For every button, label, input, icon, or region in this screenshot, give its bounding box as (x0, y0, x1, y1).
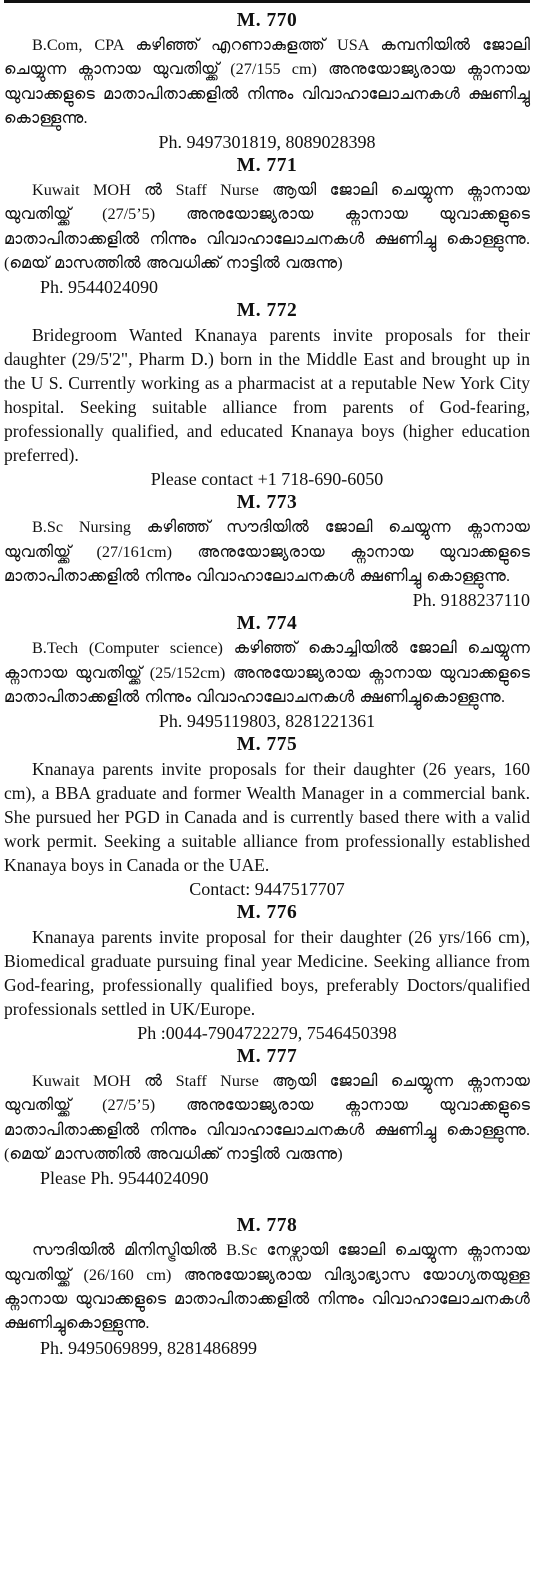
ad-m770 (4, 9, 530, 154)
ad-text: B.Tech (Computer science) കഴിഞ്ഞ് കൊച്ചിയിൽ ജോലി ചെയ്യുന്ന ക്നാനായ യുവതിയ്ക്ക് (25/152cm) അനുയോജ്യരായ ക്നാനായ യുവാക്കളുടെ മാതാപിതാക്കളിൽ നിന്നും വിവാഹാലോചനകൾ ക്ഷണിച്ചുകൊള്ളുന്നു. (4, 639, 530, 706)
ad-contact: Ph. 9495119803, 8281221361 (158, 711, 376, 732)
ad-number: M. 778 (236, 1215, 298, 1237)
ad-contact: Ph. 9495069899, 8281486899 (40, 1337, 258, 1358)
ad-text: Kuwait MOH ൽ Staff Nurse ആയി ജോലി ചെയ്യുന്ന ക്നാനായ യുവതിയ്ക്ക് (27/5’5) അനുയോജ്യരായ ക്നാനായ യുവാക്കളുടെ മാതാപിതാക്കളിൽ നിന്നും വിവാഹാലോചനകൾ ക്ഷണിച്ചു കൊള്ളുന്നു. (മെയ് മാസത്തിൽ അവധിക്ക് നാട്ടിൽ വരുന്നു) (4, 1072, 530, 1164)
spacer (4, 1190, 530, 1214)
ad-contact: Ph. 9188237110 (412, 590, 530, 611)
ad-number: M. 771 (236, 155, 298, 177)
ad-number: M. 772 (236, 300, 298, 322)
ad-text: Knanaya parents invite proposals for their daughter (26 years, 160 cm), a BBA graduate and former Wealth Manager in a commercial bank. She pursued her PGD in Canada and is currently based there with a valid work permit. Seeking a suitable alliance from professionally established Knanaya boys in Canada or the UAE. (4, 759, 530, 876)
ad-m777 (4, 1045, 530, 1190)
ad-contact: Ph. 9497301819, 8089028398 (158, 132, 376, 153)
top-rule (4, 0, 530, 3)
ad-m771 (4, 154, 530, 299)
ad-m772 (4, 299, 530, 491)
ad-m773 (4, 491, 530, 612)
ad-number: M. 777 (236, 1046, 298, 1068)
ad-text: B.Com, CPA കഴിഞ്ഞ് എറണാകുളത്ത് USA കമ്പനിയിൽ ജോലി ചെയ്യുന്ന ക്നാനായ യുവതിയ്ക്ക് (27/155 cm) അനുയോജ്യരായ ക്നാനായ യുവാക്കളുടെ മാതാപിതാക്കളിൽ നിന്നും വിവാഹാലോചനകൾ ക്ഷണിച്ചു കൊള്ളുന്നു. (4, 36, 530, 127)
ad-number: M. 776 (236, 902, 298, 924)
ad-number: M. 770 (236, 10, 298, 31)
ad-m774 (4, 612, 530, 733)
ad-m776 (4, 901, 530, 1045)
ad-contact: Please contact +1 718-690-6050 (150, 469, 384, 490)
ad-m778 (4, 1214, 530, 1359)
ad-text: സൗദിയിൽ മിനിസ്ട്രിയിൽ B.Sc നേഴ്സായി ജോലി ചെയ്യുന്ന ക്നാനായ യുവതിയ്ക്ക് (26/160 cm) അനുയോജ്യരായ വിദ്യാഭ്യാസ യോഗ്യതയുള്ള ക്നാനായ യുവാക്കളുടെ മാതാപിതാക്കളിൽ നിന്നും വിവാഹാലോചനകൾ ക്ഷണിച്ചുകൊള്ളുന്നു. (4, 1241, 530, 1333)
ad-m775 (4, 733, 530, 901)
ad-contact: Please Ph. 9544024090 (40, 1168, 209, 1189)
ad-text: Knanaya parents invite proposal for their daughter (26 yrs/166 cm), Biomedical graduate pursuing final year Medicine. Seeking alliance from God-fearing, professionally qualified boys, preferably Doctors/qualified professionals settled in UK/Europe. (4, 927, 530, 1020)
ad-number: M. 774 (236, 613, 298, 635)
ad-text: Bridegroom Wanted Knanaya parents invite proposals for their daughter (29/5'2", Pharm D.) born in the Middle East and brought up in the U S. Currently working as a pharmacist at a reputable New York City hospital. Seeking suitable alliance from parents of God-fearing, professionally qualified, and educated Knanaya boys (higher education preferred). (4, 325, 530, 466)
ad-contact: Ph :0044-7904722279, 7546450398 (137, 1023, 397, 1044)
ad-contact: Ph. 9544024090 (40, 277, 159, 298)
ad-text: B.Sc Nursing കഴിഞ്ഞ് സൗദിയിൽ ജോലി ചെയ്യുന്ന ക്നാനായ യുവതിയ്ക്ക് (27/161cm) അനുയോജ്യരായ ക്നാനായ യുവാക്കളുടെ മാതാപിതാക്കളിൽ നിന്നും വിവാഹാലോചനകൾ ക്ഷണിച്ചു കൊള്ളുന്നു. (4, 518, 530, 585)
ad-number: M. 775 (236, 734, 298, 756)
ad-number: M. 773 (236, 492, 298, 514)
ad-text: Kuwait MOH ൽ Staff Nurse ആയി ജോലി ചെയ്യുന്ന ക്നാനായ യുവതിയ്ക്ക് (27/5’5) അനുയോജ്യരായ ക്നാനായ യുവാക്കളുടെ മാതാപിതാക്കളിൽ നിന്നും വിവാഹാലോചനകൾ ക്ഷണിച്ചു കൊള്ളുന്നു. (മെയ് മാസത്തിൽ അവധിക്ക് നാട്ടിൽ വരുന്നു) (4, 181, 530, 273)
ad-contact: Contact: 9447517707 (189, 879, 345, 900)
